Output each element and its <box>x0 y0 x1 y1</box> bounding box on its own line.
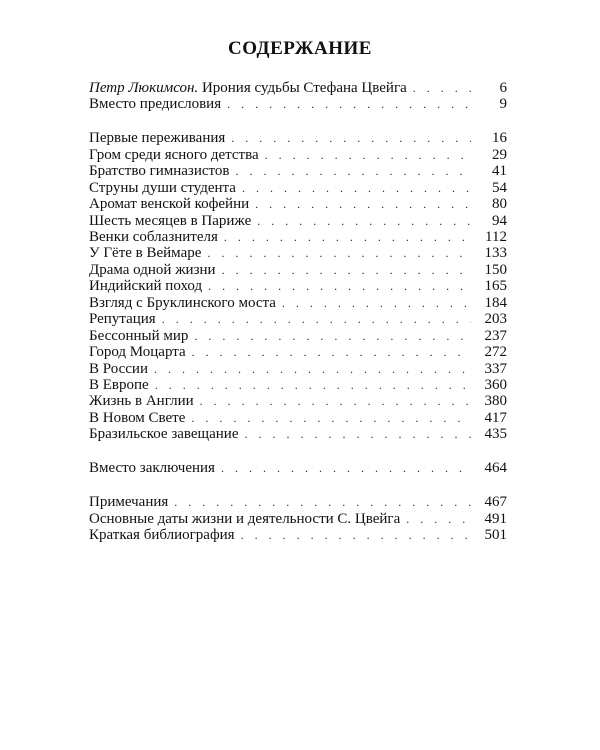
toc-entry <box>89 196 507 212</box>
toc-entry-page-number: 165 <box>484 278 507 295</box>
dot-leader <box>242 180 471 196</box>
toc-entry-title <box>89 410 185 426</box>
dot-leader <box>222 262 471 278</box>
toc-entry-page-number: 417 <box>484 409 507 426</box>
toc-entry-title <box>89 262 216 278</box>
toc-entry <box>89 426 507 442</box>
toc-entry <box>89 262 507 278</box>
dot-leader <box>207 245 471 261</box>
toc-entry <box>89 377 507 393</box>
toc-entry-title-text: Струны души студента <box>89 179 236 196</box>
dot-leader <box>241 527 471 543</box>
toc-entry-page-number: 41 <box>492 163 507 180</box>
toc-entry-page-number: 133 <box>484 245 507 262</box>
toc-entry-title-text: Примечания <box>89 494 169 511</box>
dot-leader <box>162 311 471 327</box>
toc-entry-title-text: Взгляд с Бруклинского моста <box>89 294 276 311</box>
toc-entry <box>89 410 507 426</box>
dot-leader <box>255 196 471 212</box>
toc-entry-page-number: 16 <box>492 130 507 147</box>
toc-entry-title-text: Аромат венской кофейни <box>89 196 250 213</box>
toc-entry <box>89 494 507 510</box>
toc-entry <box>89 527 507 543</box>
toc-entry <box>89 393 507 409</box>
toc-entry-title-text: Гром среди ясного детства <box>89 146 259 163</box>
toc-entry-title <box>89 245 201 261</box>
toc-entry <box>89 96 507 112</box>
toc-entry-title-text: Город Моцарта <box>89 344 186 361</box>
dot-leader <box>208 278 471 294</box>
toc-entry-title <box>89 393 194 409</box>
dot-leader <box>282 295 471 311</box>
dot-leader <box>221 460 471 476</box>
toc-entry <box>89 213 507 229</box>
dot-leader <box>174 494 471 510</box>
toc-section <box>89 494 507 543</box>
toc-entry-title <box>89 163 229 179</box>
toc-entry-title <box>89 511 400 527</box>
dot-leader <box>231 130 471 146</box>
toc-entry-title <box>89 180 236 196</box>
toc-entry-title <box>89 361 148 377</box>
toc-entry-page-number: 491 <box>484 510 507 527</box>
page-title: СОДЕРЖАНИЕ <box>228 38 372 59</box>
toc-entry-title <box>89 147 259 163</box>
toc-entry <box>89 511 507 527</box>
toc-entry-title-text: В Европе <box>89 376 149 393</box>
toc-entry-title-text: В Новом Свете <box>89 409 186 426</box>
dot-leader <box>224 229 471 245</box>
toc-entry-title <box>89 196 249 212</box>
toc-entry-page-number: 337 <box>484 360 507 377</box>
toc-entry-title-text: Индийский поход <box>89 278 203 295</box>
toc-entry-title <box>89 328 188 344</box>
dot-leader <box>265 147 471 163</box>
toc-entry-title-text: У Гёте в Веймаре <box>89 245 202 262</box>
toc-entry-page-number: 272 <box>484 344 507 361</box>
toc-entry-title <box>89 527 235 543</box>
toc-entry-title <box>89 213 251 229</box>
toc-entry-title-text: Вместо заключения <box>89 460 215 477</box>
toc-entry-title <box>89 80 407 96</box>
dot-leader <box>413 80 471 96</box>
toc-entry-page-number: 80 <box>492 196 507 213</box>
toc-entry-page-number: 203 <box>484 311 507 328</box>
toc-entry <box>89 328 507 344</box>
toc-entry-title <box>89 311 156 327</box>
toc-entry <box>89 80 507 96</box>
toc-entry <box>89 163 507 179</box>
toc-entry-page-number: 54 <box>492 179 507 196</box>
toc-entry-title-text: Братство гимназистов <box>89 163 230 180</box>
dot-leader <box>194 328 471 344</box>
toc-entry-title-text: Первые переживания <box>89 130 226 147</box>
dot-leader <box>154 361 471 377</box>
dot-leader <box>200 393 471 409</box>
toc-entry-title <box>89 377 149 393</box>
dot-leader <box>244 426 471 442</box>
toc-entry-page-number: 6 <box>499 80 507 96</box>
toc-entry-page-number: 360 <box>484 376 507 393</box>
toc-entry-page-number: 112 <box>485 229 507 245</box>
table-of-contents <box>89 80 507 543</box>
toc-entry-title <box>89 426 238 442</box>
toc-entry-page-number: 184 <box>484 294 507 311</box>
toc-entry-title-text: Репутация <box>89 311 156 328</box>
toc-entry-page-number: 9 <box>499 96 507 113</box>
toc-entry-author: Петр Люкимсон. <box>89 80 199 96</box>
toc-entry <box>89 295 507 311</box>
toc-entry-page-number: 501 <box>484 527 507 543</box>
toc-entry-title-text: Основные даты жизни и деятельности С. Цвейга <box>89 510 401 527</box>
toc-entry-title <box>89 344 186 360</box>
toc-entry-title-text: Вместо предисловия <box>89 96 222 113</box>
toc-entry-title <box>89 96 221 112</box>
toc-entry-page-number: 29 <box>492 146 507 163</box>
toc-entry-title <box>89 229 218 245</box>
toc-entry-title-text: В России <box>89 360 148 377</box>
dot-leader <box>227 96 471 112</box>
toc-entry-title <box>89 460 215 476</box>
toc-entry <box>89 311 507 327</box>
toc-entry-title-text: Ирония судьбы Стефана Цвейга <box>198 80 407 96</box>
toc-entry-title-text: Бессонный мир <box>89 327 189 344</box>
dot-leader <box>155 377 471 393</box>
toc-entry-page-number: 237 <box>484 327 507 344</box>
toc-section <box>89 80 507 113</box>
toc-entry <box>89 344 507 360</box>
toc-entry-title-text: Шесть месяцев в Париже <box>89 212 252 229</box>
toc-entry-page-number: 467 <box>484 494 507 511</box>
dot-leader <box>191 410 471 426</box>
toc-entry-title-text: Бразильское завещание <box>89 426 239 443</box>
dot-leader <box>257 213 471 229</box>
toc-entry-page-number: 94 <box>492 212 507 229</box>
toc-entry-page-number: 464 <box>484 460 507 477</box>
toc-entry-title <box>89 494 168 510</box>
toc-entry-title-text: Жизнь в Англии <box>89 393 194 410</box>
toc-entry <box>89 278 507 294</box>
toc-entry-title <box>89 295 276 311</box>
toc-entry-page-number: 380 <box>484 393 507 410</box>
dot-leader <box>235 163 471 179</box>
toc-entry-title-text: Краткая библиография <box>89 527 235 543</box>
toc-entry <box>89 130 507 146</box>
toc-entry <box>89 180 507 196</box>
dot-leader <box>192 344 471 360</box>
toc-entry-title <box>89 278 202 294</box>
dot-leader <box>406 511 471 527</box>
toc-entry <box>89 460 507 476</box>
toc-section <box>89 460 507 476</box>
toc-entry-title <box>89 130 225 146</box>
toc-entry-title-text: Драма одной жизни <box>89 261 216 278</box>
toc-entry <box>89 229 507 245</box>
toc-entry <box>89 245 507 261</box>
toc-entry-title-text: Венки соблазнителя <box>89 229 218 245</box>
toc-entry-page-number: 435 <box>484 426 507 443</box>
toc-entry <box>89 361 507 377</box>
toc-section <box>89 130 507 442</box>
toc-entry <box>89 147 507 163</box>
toc-entry-page-number: 150 <box>484 261 507 278</box>
